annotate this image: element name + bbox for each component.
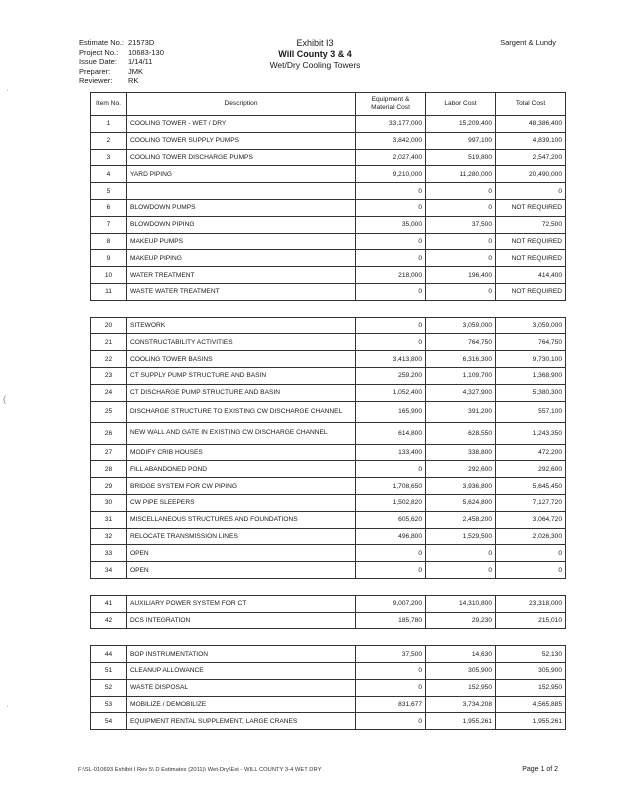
equipment-cost-cell: 0 <box>356 183 426 200</box>
spacer-cell <box>426 300 496 317</box>
spacer-cell <box>496 300 566 317</box>
column-header-item: Item No. <box>91 93 127 116</box>
equipment-cost-cell: 0 <box>356 713 426 730</box>
equipment-cost-cell: 831,677 <box>356 696 426 713</box>
labor-cost-cell: 0 <box>426 562 496 579</box>
meta-key: Estimate No.: <box>79 38 125 47</box>
labor-cost-cell: 519,800 <box>426 149 496 166</box>
total-cost-cell: 5,380,300 <box>496 384 566 401</box>
item-number-cell: 52 <box>91 679 127 696</box>
table-row <box>91 351 566 368</box>
exhibit-label: Exhibit I3 <box>296 38 334 48</box>
equipment-cost-cell: 0 <box>356 461 426 478</box>
item-number-cell: 9 <box>91 250 127 267</box>
item-number-cell: 25 <box>91 401 127 423</box>
meta-value: 1/14/11 <box>128 57 153 67</box>
total-cost-cell: 5,645,450 <box>496 478 566 495</box>
labor-cost-cell: 3,936,800 <box>426 478 496 495</box>
table-row <box>91 478 566 495</box>
table-row <box>91 696 566 713</box>
spacer-row <box>91 300 566 317</box>
description-cell: BRIDGE SYSTEM FOR CW PIPING <box>127 478 356 495</box>
labor-cost-cell: 4,327,900 <box>426 384 496 401</box>
equipment-cost-cell: 0 <box>356 233 426 250</box>
description-cell: RELOCATE TRANSMISSION LINES <box>127 528 356 545</box>
item-number-cell: 30 <box>91 494 127 511</box>
item-number-cell: 32 <box>91 528 127 545</box>
description-cell: FILL ABANDONED POND <box>127 461 356 478</box>
description-cell: CONSTRUCTABILITY ACTIVITIES <box>127 334 356 351</box>
equipment-cost-cell: 496,800 <box>356 528 426 545</box>
equipment-cost-cell: 0 <box>356 545 426 562</box>
item-number-cell: 34 <box>91 562 127 579</box>
equipment-cost-cell: 165,900 <box>356 401 426 423</box>
table-row <box>91 233 566 250</box>
description-cell: AUXILIARY POWER SYSTEM FOR CT <box>127 595 356 612</box>
equipment-cost-cell: 0 <box>356 679 426 696</box>
item-number-cell: 24 <box>91 384 127 401</box>
table-row <box>91 367 566 384</box>
labor-cost-cell: 196,400 <box>426 267 496 284</box>
labor-cost-cell: 628,550 <box>426 423 496 445</box>
equipment-cost-cell: 9,007,200 <box>356 595 426 612</box>
total-cost-cell: 3,059,000 <box>496 317 566 334</box>
labor-cost-cell: 0 <box>426 545 496 562</box>
margin-mark: ˈ <box>6 88 9 98</box>
file-path-footer: F:\SL-010693 Exhibit I Rev 5\ D Estimates (2011)\ Wet-Dry\Est - WILL COUNTY 3-4 WET DRY <box>78 767 322 773</box>
table-row <box>91 166 566 183</box>
total-cost-cell: 7,127,720 <box>496 494 566 511</box>
item-number-cell: 53 <box>91 696 127 713</box>
labor-cost-cell: 152,950 <box>426 679 496 696</box>
table-row <box>91 444 566 461</box>
equipment-cost-cell: 33,177,000 <box>356 116 426 133</box>
equipment-cost-cell: 2,027,400 <box>356 149 426 166</box>
spacer-row <box>91 578 566 595</box>
column-header-labor: Labor Cost <box>426 93 496 116</box>
spacer-cell <box>356 629 426 646</box>
equipment-cost-cell: 1,708,650 <box>356 478 426 495</box>
description-cell: COOLING TOWER - WET / DRY <box>127 116 356 133</box>
meta-row <box>79 76 164 86</box>
item-number-cell: 3 <box>91 149 127 166</box>
spacer-cell <box>356 578 426 595</box>
labor-cost-cell: 292,600 <box>426 461 496 478</box>
description-cell: COOLING TOWER DISCHARGE PUMPS <box>127 149 356 166</box>
equipment-cost-cell: 0 <box>356 283 426 300</box>
table-row <box>91 595 566 612</box>
description-cell: OPEN <box>127 562 356 579</box>
total-cost-cell: 152,950 <box>496 679 566 696</box>
item-number-cell: 51 <box>91 662 127 679</box>
labor-cost-cell: 14,630 <box>426 646 496 663</box>
equipment-cost-cell: 1,052,400 <box>356 384 426 401</box>
table-row <box>91 423 566 445</box>
total-cost-cell: 215,010 <box>496 612 566 629</box>
table-row <box>91 494 566 511</box>
table-row <box>91 267 566 284</box>
equipment-cost-cell: 37,500 <box>356 646 426 663</box>
labor-cost-cell: 15,209,400 <box>426 116 496 133</box>
meta-value: 21573D <box>128 38 155 47</box>
equipment-cost-cell: 9,210,000 <box>356 166 426 183</box>
item-number-cell: 4 <box>91 166 127 183</box>
description-cell: EQUIPMENT RENTAL SUPPLEMENT, LARGE CRANES <box>127 713 356 730</box>
item-number-cell: 1 <box>91 116 127 133</box>
labor-cost-cell: 3,734,208 <box>426 696 496 713</box>
description-cell: BLOWDOWN PIPING <box>127 216 356 233</box>
spacer-row <box>91 629 566 646</box>
description-cell: DCS INTEGRATION <box>127 612 356 629</box>
description-cell: WATER TREATMENT <box>127 267 356 284</box>
labor-cost-cell: 29,230 <box>426 612 496 629</box>
description-cell: CT DISCHARGE PUMP STRUCTURE AND BASIN <box>127 384 356 401</box>
equipment-cost-cell: 3,842,000 <box>356 132 426 149</box>
description-cell <box>127 183 356 200</box>
total-cost-cell: 3,064,720 <box>496 511 566 528</box>
spacer-cell <box>91 578 127 595</box>
item-number-cell: 23 <box>91 367 127 384</box>
item-number-cell: 44 <box>91 646 127 663</box>
total-cost-cell: 305,900 <box>496 662 566 679</box>
description-cell: DISCHARGE STRUCTURE TO EXISTING CW DISCHARGE CHANNEL <box>127 401 356 423</box>
description-cell: CT SUPPLY PUMP STRUCTURE AND BASIN <box>127 367 356 384</box>
meta-value: JMK <box>128 66 143 76</box>
table-row <box>91 646 566 663</box>
spacer-cell <box>127 578 356 595</box>
equipment-cost-cell: 0 <box>356 199 426 216</box>
table-row <box>91 545 566 562</box>
total-cost-cell: 414,400 <box>496 267 566 284</box>
column-header-description: Description <box>127 93 356 116</box>
total-cost-cell: 0 <box>496 562 566 579</box>
labor-cost-cell: 338,800 <box>426 444 496 461</box>
equipment-cost-cell: 0 <box>356 334 426 351</box>
labor-cost-cell: 6,316,300 <box>426 351 496 368</box>
table-row <box>91 401 566 423</box>
total-cost-cell: 48,386,400 <box>496 116 566 133</box>
spacer-cell <box>426 578 496 595</box>
item-number-cell: 26 <box>91 423 127 445</box>
description-cell: CLEANUP ALLOWANCE <box>127 662 356 679</box>
margin-mark: ˈ <box>6 704 9 714</box>
item-number-cell: 2 <box>91 132 127 149</box>
meta-row <box>79 48 164 58</box>
item-number-cell: 21 <box>91 334 127 351</box>
equipment-cost-cell: 0 <box>356 317 426 334</box>
description-cell: WASTE WATER TREATMENT <box>127 283 356 300</box>
spacer-cell <box>91 300 127 317</box>
meta-key: Issue Date: <box>79 57 117 67</box>
spacer-cell <box>127 629 356 646</box>
equipment-cost-cell: 218,000 <box>356 267 426 284</box>
item-number-cell: 42 <box>91 612 127 629</box>
total-cost-cell: NOT REQUIRED <box>496 233 566 250</box>
table-row <box>91 132 566 149</box>
spacer-cell <box>496 629 566 646</box>
table-header-row <box>91 93 566 116</box>
estimate-metadata <box>79 38 164 86</box>
spacer-cell <box>91 629 127 646</box>
table-row <box>91 216 566 233</box>
labor-cost-cell: 0 <box>426 199 496 216</box>
table-row <box>91 116 566 133</box>
spacer-cell <box>356 300 426 317</box>
description-cell: OPEN <box>127 545 356 562</box>
item-number-cell: 8 <box>91 233 127 250</box>
labor-cost-cell: 1,529,500 <box>426 528 496 545</box>
item-number-cell: 11 <box>91 283 127 300</box>
total-cost-cell: 472,200 <box>496 444 566 461</box>
item-number-cell: 22 <box>91 351 127 368</box>
total-cost-cell: 764,750 <box>496 334 566 351</box>
total-cost-cell: 0 <box>496 183 566 200</box>
meta-key: Reviewer: <box>79 76 113 86</box>
item-number-cell: 31 <box>91 511 127 528</box>
table-row <box>91 612 566 629</box>
total-cost-cell: 9,730,100 <box>496 351 566 368</box>
equipment-cost-cell: 0 <box>356 662 426 679</box>
item-number-cell: 54 <box>91 713 127 730</box>
description-cell: BLOWDOWN PUMPS <box>127 199 356 216</box>
total-cost-cell: NOT REQUIRED <box>496 283 566 300</box>
description-cell: MISCELLANEOUS STRUCTURES AND FOUNDATIONS <box>127 511 356 528</box>
column-header-equipment: Equipment & Material Cost <box>356 93 426 116</box>
item-number-cell: 7 <box>91 216 127 233</box>
total-cost-cell: 1,243,350 <box>496 423 566 445</box>
equipment-cost-cell: 0 <box>356 250 426 267</box>
description-cell: BOP INSTRUMENTATION <box>127 646 356 663</box>
meta-value: RK <box>128 76 139 86</box>
total-cost-cell: 52,130 <box>496 646 566 663</box>
meta-value: 10683-130 <box>128 47 164 57</box>
item-number-cell: 10 <box>91 267 127 284</box>
item-number-cell: 5 <box>91 183 127 200</box>
total-cost-cell: 292,600 <box>496 461 566 478</box>
project-name: Will County 3 & 4 <box>278 49 352 59</box>
item-number-cell: 27 <box>91 444 127 461</box>
total-cost-cell: 2,026,300 <box>496 528 566 545</box>
company-name: Sargent & Lundy <box>500 38 556 47</box>
table-row <box>91 183 566 200</box>
meta-row <box>79 38 164 48</box>
labor-cost-cell: 11,280,000 <box>426 166 496 183</box>
equipment-cost-cell: 1,502,820 <box>356 494 426 511</box>
cost-table <box>90 92 566 730</box>
item-number-cell: 33 <box>91 545 127 562</box>
description-cell: CW PIPE SLEEPERS <box>127 494 356 511</box>
labor-cost-cell: 3,059,000 <box>426 317 496 334</box>
table-row <box>91 679 566 696</box>
equipment-cost-cell: 133,400 <box>356 444 426 461</box>
total-cost-cell: 1,368,900 <box>496 367 566 384</box>
labor-cost-cell: 764,750 <box>426 334 496 351</box>
table-row <box>91 713 566 730</box>
total-cost-cell: 4,565,885 <box>496 696 566 713</box>
table-row <box>91 317 566 334</box>
description-cell: MAKEUP PIPING <box>127 250 356 267</box>
labor-cost-cell: 0 <box>426 250 496 267</box>
description-cell: WASTE DISPOSAL <box>127 679 356 696</box>
item-number-cell: 20 <box>91 317 127 334</box>
total-cost-cell: 20,490,000 <box>496 166 566 183</box>
table-row <box>91 149 566 166</box>
item-number-cell: 6 <box>91 199 127 216</box>
total-cost-cell: NOT REQUIRED <box>496 250 566 267</box>
table-row <box>91 199 566 216</box>
page-number: Page 1 of 2 <box>522 766 558 773</box>
table-row <box>91 283 566 300</box>
equipment-cost-cell: 259,200 <box>356 367 426 384</box>
table-row <box>91 511 566 528</box>
total-cost-cell: 557,100 <box>496 401 566 423</box>
labor-cost-cell: 5,624,800 <box>426 494 496 511</box>
total-cost-cell: 1,955,261 <box>496 713 566 730</box>
column-header-total: Total Cost <box>496 93 566 116</box>
equipment-cost-cell: 3,413,800 <box>356 351 426 368</box>
labor-cost-cell: 0 <box>426 233 496 250</box>
document-subtitle: Wet/Dry Cooling Towers <box>269 60 361 70</box>
table-row <box>91 461 566 478</box>
description-cell: MOBILIZE / DEMOBILIZE <box>127 696 356 713</box>
total-cost-cell: NOT REQUIRED <box>496 199 566 216</box>
labor-cost-cell: 0 <box>426 183 496 200</box>
description-cell: YARD PIPING <box>127 166 356 183</box>
labor-cost-cell: 14,310,800 <box>426 595 496 612</box>
labor-cost-cell: 305,900 <box>426 662 496 679</box>
document-title <box>250 38 380 71</box>
meta-key: Preparer: <box>79 66 111 76</box>
table-row <box>91 250 566 267</box>
equipment-cost-cell: 0 <box>356 562 426 579</box>
labor-cost-cell: 2,458,200 <box>426 511 496 528</box>
item-number-cell: 41 <box>91 595 127 612</box>
table-row <box>91 334 566 351</box>
description-cell: COOLING TOWER BASINS <box>127 351 356 368</box>
description-cell: MAKEUP PUMPS <box>127 233 356 250</box>
spacer-cell <box>496 578 566 595</box>
item-number-cell: 28 <box>91 461 127 478</box>
equipment-cost-cell: 185,780 <box>356 612 426 629</box>
table-row <box>91 662 566 679</box>
labor-cost-cell: 391,200 <box>426 401 496 423</box>
table-row <box>91 384 566 401</box>
description-cell: COOLING TOWER SUPPLY PUMPS <box>127 132 356 149</box>
equipment-cost-cell: 614,800 <box>356 423 426 445</box>
item-number-cell: 29 <box>91 478 127 495</box>
total-cost-cell: 2,547,200 <box>496 149 566 166</box>
table-row <box>91 528 566 545</box>
spacer-cell <box>127 300 356 317</box>
description-cell: MODIFY CRIB HOUSES <box>127 444 356 461</box>
spacer-cell <box>426 629 496 646</box>
margin-mark: ( <box>3 394 6 404</box>
equipment-cost-cell: 605,620 <box>356 511 426 528</box>
total-cost-cell: 72,500 <box>496 216 566 233</box>
labor-cost-cell: 37,500 <box>426 216 496 233</box>
total-cost-cell: 23,318,000 <box>496 595 566 612</box>
labor-cost-cell: 0 <box>426 283 496 300</box>
meta-key: Project No.: <box>79 47 119 57</box>
table-row <box>91 562 566 579</box>
description-cell: NEW WALL AND GATE IN EXISTING CW DISCHARGE CHANNEL <box>127 423 356 445</box>
labor-cost-cell: 1,955,261 <box>426 713 496 730</box>
meta-row <box>79 67 164 77</box>
total-cost-cell: 0 <box>496 545 566 562</box>
total-cost-cell: 4,839,100 <box>496 132 566 149</box>
description-cell: SITEWORK <box>127 317 356 334</box>
meta-row <box>79 57 164 67</box>
labor-cost-cell: 997,100 <box>426 132 496 149</box>
equipment-cost-cell: 35,000 <box>356 216 426 233</box>
labor-cost-cell: 1,109,700 <box>426 367 496 384</box>
